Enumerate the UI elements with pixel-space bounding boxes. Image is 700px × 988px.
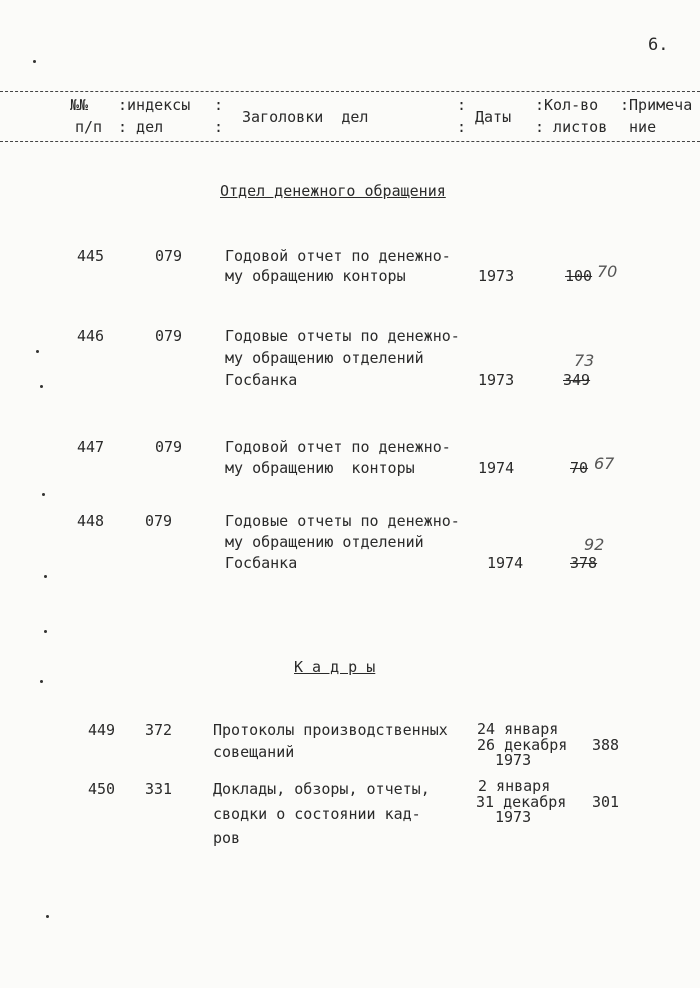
row-title-line: му обращению отделений [225, 533, 424, 551]
row-title-line: му обращению конторы [225, 267, 406, 285]
row-title-line: Доклады, обзоры, отчеты, [213, 780, 430, 798]
row-date: 1973 [478, 371, 515, 389]
header-notes-sub: ние [620, 118, 657, 136]
row-sheets-typed: 70 [570, 459, 589, 477]
row-index: 079 [155, 247, 183, 265]
row-number: 446 [77, 327, 105, 345]
row-title-line: ров [213, 829, 241, 847]
row-index: 079 [155, 327, 183, 345]
header-sep: : [457, 96, 467, 114]
header-sep: : [214, 118, 224, 136]
row-date-line: 1973 [495, 808, 532, 826]
margin-mark [44, 575, 47, 578]
margin-mark [40, 680, 43, 683]
row-number: 445 [77, 247, 105, 265]
header-index-sub: : дел [118, 118, 164, 136]
row-number: 447 [77, 438, 105, 456]
row-date: 1973 [478, 267, 515, 285]
row-date-line: 26 декабря [477, 736, 568, 754]
margin-mark [42, 493, 45, 496]
header-bottom-rule [0, 141, 700, 142]
row-title-line: му обращению конторы [225, 459, 415, 477]
row-date-line: 2 января [478, 777, 551, 795]
row-index: 372 [145, 721, 173, 739]
row-title-line: Госбанка [225, 554, 298, 572]
header-top-rule [0, 91, 700, 92]
row-sheets-typed: 349 [563, 371, 591, 389]
row-sheets-typed: 378 [570, 554, 598, 572]
margin-mark [36, 350, 39, 353]
header-title-label: Заголовки дел [242, 108, 369, 126]
header-sep: : [214, 96, 224, 114]
margin-mark [46, 915, 49, 918]
row-number: 450 [88, 780, 116, 798]
margin-mark [44, 630, 47, 633]
section-heading: Отдел денежного обращения [220, 182, 446, 200]
row-title-line: совещаний [213, 743, 295, 761]
header-sep: : [457, 118, 467, 136]
row-title-line: Годовые отчеты по денежно- [225, 327, 460, 345]
row-index: 079 [145, 512, 173, 530]
row-date-line: 31 декабря [476, 793, 567, 811]
row-sheets: 388 [592, 736, 620, 754]
row-title-line: Госбанка [225, 371, 298, 389]
row-sheets-handwritten: 73 [574, 351, 595, 370]
row-date: 1974 [478, 459, 515, 477]
row-title-line: му обращению отделений [225, 349, 424, 367]
row-index: 079 [155, 438, 183, 456]
header-index-label: :индексы [118, 96, 191, 114]
margin-mark [33, 60, 36, 63]
row-date-line: 1973 [495, 751, 532, 769]
row-title-line: сводки о состоянии кад- [213, 805, 421, 823]
row-title-line: Годовой отчет по денежно- [225, 438, 451, 456]
header-notes-label: :Примеча [620, 96, 693, 114]
row-date-line: 24 января [477, 720, 559, 738]
margin-mark [40, 385, 43, 388]
row-sheets-handwritten: 70 [597, 262, 618, 281]
header-sheets-sub: : листов [535, 118, 608, 136]
row-title-line: Протоколы производственных [213, 721, 448, 739]
header-sheets-label: :Кол-во [535, 96, 599, 114]
header-dates-label: Даты [475, 108, 512, 126]
row-date: 1974 [487, 554, 524, 572]
row-title-line: Годовые отчеты по денежно- [225, 512, 460, 530]
header-num-label: №№ [70, 96, 89, 114]
row-title-line: Годовой отчет по денежно- [225, 247, 451, 265]
row-number: 448 [77, 512, 105, 530]
page-number: 6. [648, 35, 669, 55]
row-index: 331 [145, 780, 173, 798]
row-sheets: 301 [592, 793, 620, 811]
row-sheets-handwritten: 92 [584, 535, 605, 554]
header-num-sub: п/п [75, 118, 103, 136]
row-number: 449 [88, 721, 116, 739]
row-sheets-typed: 100 [565, 267, 593, 285]
row-sheets-handwritten: 67 [594, 454, 615, 473]
section-heading: К а д р ы [294, 658, 376, 676]
